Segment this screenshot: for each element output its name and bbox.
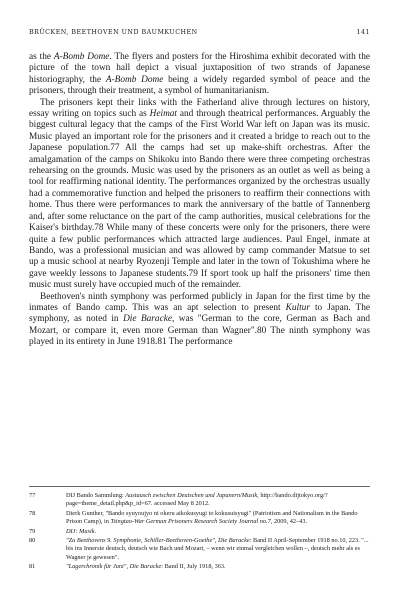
paragraph	[29, 292, 370, 349]
footnote-text	[66, 510, 370, 527]
footnote	[29, 563, 370, 571]
text-run: Dierk Gunther, "Bando syuyoujyo ni okeru aikokusyugi to kokusuisyugi" (Patriotism and Nationalism in the Bando Prison Camp), in	[66, 509, 358, 526]
text-run: ,	[214, 537, 219, 545]
text-run: , 2009, 42–43.	[270, 518, 308, 526]
text-run: ,	[126, 563, 130, 571]
footnote	[29, 528, 370, 536]
text-run: The prisoners kept their links with the Fatherland alive through lectures on history, essay writing on topics such as	[29, 97, 370, 120]
italic-text: DIJ: Musik.	[66, 527, 97, 535]
text-run: : Band II April-September 1918 no.10, 223. "... bis ins Innerste deutsch, deutsch wie Bach und Mozart, – wenn wir einmal vergleichen wollen –, deutsch mehr als es Wagner je gewesen".	[66, 537, 369, 561]
text-run: : Band II, July 1918, 363.	[161, 563, 226, 571]
footnote-number: 80	[29, 537, 36, 545]
italic-text: Kultur	[285, 302, 310, 313]
running-title: BRÜCKEN, BEETHOVEN UND BAUMKUCHEN	[29, 28, 198, 36]
footnote-separator	[29, 486, 370, 487]
italic-text: Die Baracke	[123, 314, 172, 325]
footnote-text	[66, 563, 370, 571]
text-run: Beethoven's ninth symphony was performed publicly in Japan for the first time by the inmates of Bando camp. This was an apt selection to present	[29, 291, 370, 313]
text-run: as the	[29, 52, 54, 62]
italic-text: "Zu Beethovens 9. Symphonie, Schiller-Beethoven-Goethe"	[66, 537, 215, 545]
running-head	[29, 26, 370, 38]
footnote-number: 81	[29, 563, 36, 571]
text-run: being a widely regarded symbol of peace and the prisoners, through their treatment, a symbol of humanitarianism.	[29, 74, 371, 97]
italic-text: Die Baracke	[129, 563, 162, 571]
italic-text: "Lagerchronik für Juni"	[66, 563, 127, 571]
text-run: , was "German to the core, German as Bach and Mozart, or compare it, even more German than Wagner".80 The ninth symphony was played in its entirety in June 1918.81 The performance	[29, 314, 371, 348]
main-text	[29, 52, 370, 349]
italic-text: Die Baracke	[218, 537, 250, 545]
footnotes	[29, 492, 370, 573]
paragraph	[29, 52, 370, 98]
italic-text: A-Bomb Dome	[105, 74, 164, 85]
paragraph	[29, 98, 370, 292]
italic-text: Tsingtao-War German Prisoners Research Society Journal no.7	[110, 518, 271, 526]
italic-text: A-Bomb Dome	[53, 52, 110, 62]
footnote-number: 79	[29, 527, 36, 535]
footnote-text	[66, 492, 370, 509]
italic-text: Heimat	[149, 109, 178, 120]
footnote-number: 77	[29, 492, 36, 499]
text-run: and through theatrical performances. Arguably the biggest cultural legacy that the camps of the First World War left on Japan was its music. Music played an important role for the prisoners and it created a bridge to reach out to the Japanese population.77 All the camps had set up make-shift orchestras. After the amalgamation of the camps on Shikoku into Bando there were three competing orchestras rehearsing on the grounds. Music was used by the prisoners as an outlet as well as being a tool for reaffirming national identity. The performances organized by the orchestras usually had a commemorative function and helped the prisoners to reaffirm their connections with home. Thus there were performances to mark the anniversary of the battle of Tannenberg and, after some reluctance on the part of the camp authorities, musical celebrations for the Kaiser's birthday.78 While many of these concerts were only for the prisoners, there were quite a few public performances which attracted large audiences. Paul Engel, inmate at Bando, was a professional musician and was allowed by camp commander Matsue to set up a music school at nearby Ryozenji Temple and later in the town of Tokushima where he gave weekly lessons to Japanese students.79 If sport took up half the prisoners' time then music must surely have occupied much of the remainder.	[29, 109, 370, 291]
text-run: , http://bando.dijtokyo.org/?page=theme_detail.php&p_id=67. accessed May 8 2012.	[66, 492, 328, 508]
footnote-text	[66, 528, 370, 536]
footnote	[29, 492, 370, 509]
italic-text: Austausch zwischen Deutschen und Japanern/Musik	[125, 492, 258, 499]
text-run: DIJ Bando Sammlung:	[66, 492, 126, 499]
footnote	[29, 537, 370, 562]
page-number: 141	[356, 28, 370, 36]
footnote-number: 78	[29, 509, 36, 517]
text-run: to Japan. The symphony, as noted in	[29, 302, 371, 325]
footnote-text	[66, 537, 370, 562]
text-run: . The flyers and posters for the Hiroshima exhibit decorated with the picture of the town hall depict a visual juxtaposition of two strands of Japanese historiography, the	[29, 52, 370, 85]
footnote	[29, 510, 370, 527]
